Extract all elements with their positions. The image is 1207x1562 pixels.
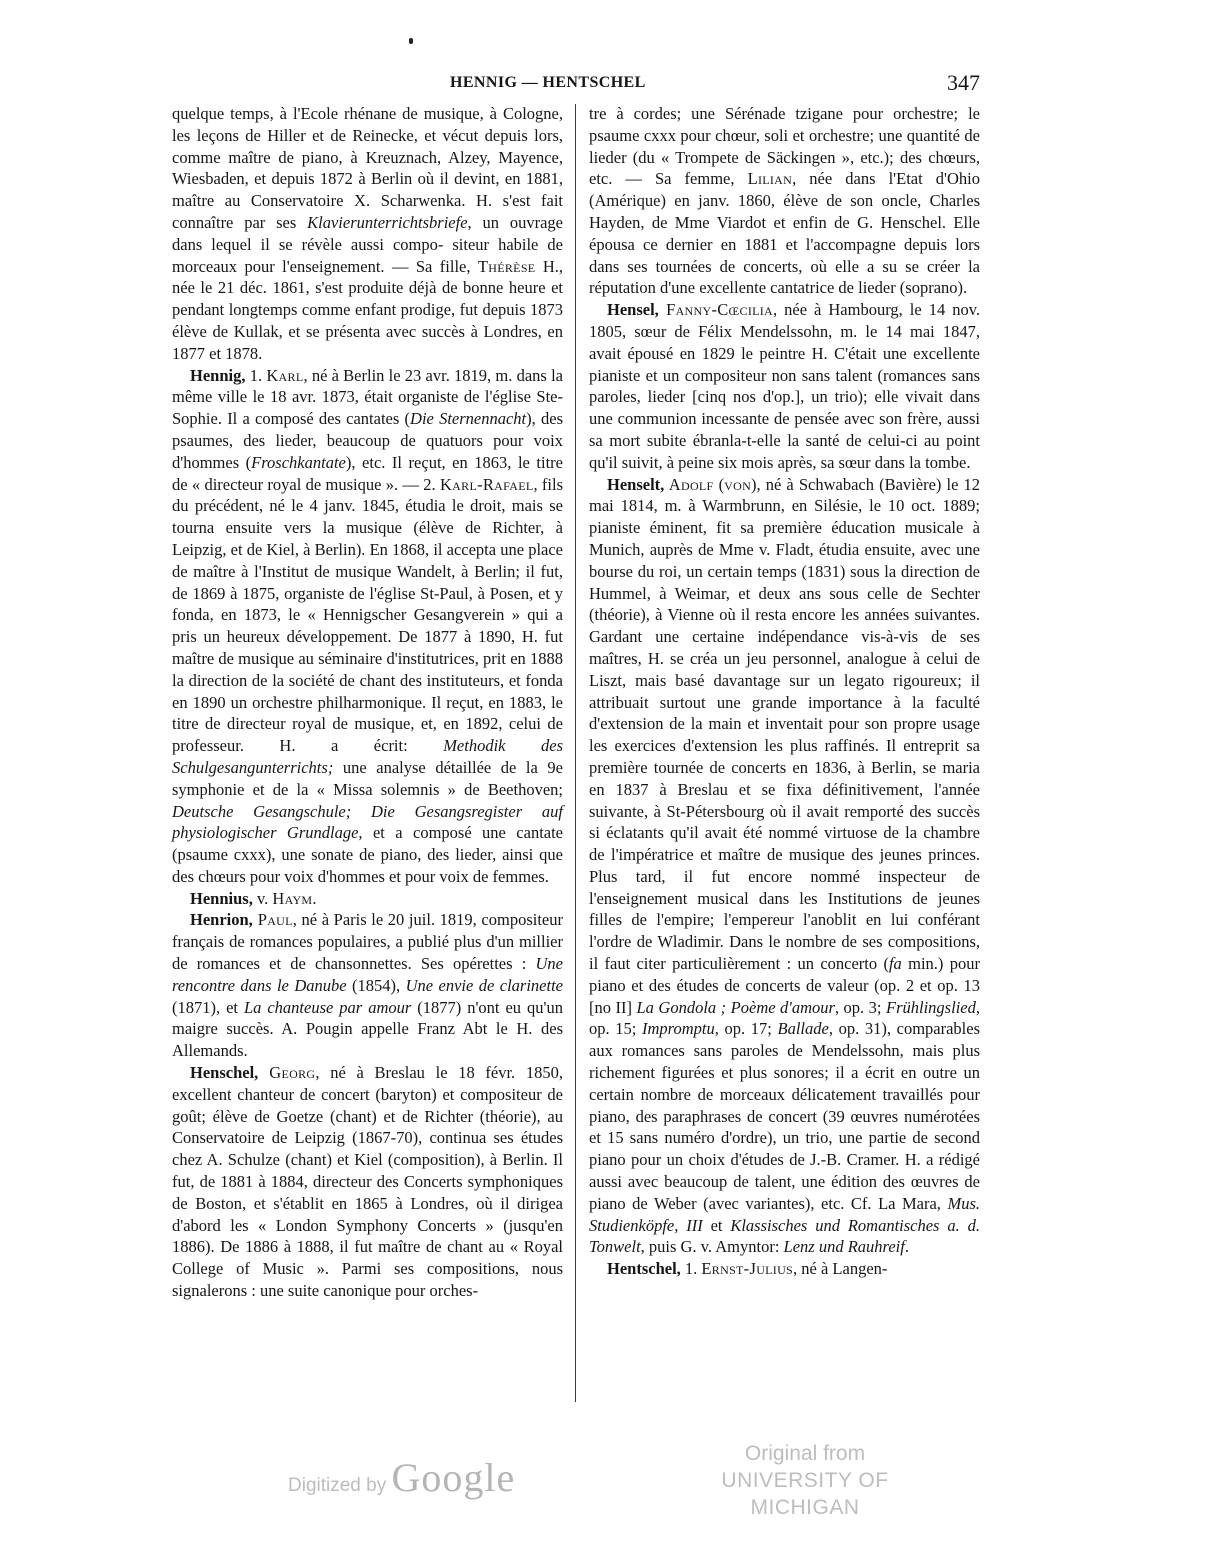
person-name: von (724, 474, 752, 494)
text-run: , née dans l'Etat d'Ohio (Amérique) en janv. 1860, élève de son oncle, Charles Hayden, de Mme Viardot et enfin de G. Henschel. Elle épousa ce dernier en 1881 et l'accompagne depuis lors dans ses tournées de concerts, où elle a su se créer la réputation d'une excellente cantatrice de lieder (soprano). (589, 169, 980, 298)
text-run: , née à Hambourg, le 14 nov. 1805, sœur de Félix Mendelssohn, m. le 14 mai 1847, avait épousé en 1829 le peintre H. C'était une excellente pianiste et un compositeur non sans talent (romances sans paroles, lieder [cinq nos d'op.], un trio); elle vivait dans une communion incessante de pensée avec son frère, aussi sa mort subite ébranla-t-elle la santé de celui-ci au point qu'il suivit, à peine six mois après, sa sœur dans la tombe. (589, 300, 981, 472)
italic-title: Deutsche Gesangschule; Die Gesangsregister auf physiologischer Grundlage, (172, 801, 563, 843)
person-name: Paul (252, 910, 293, 930)
person-name: Thérèse (477, 256, 536, 276)
text-run: , op. 15; (589, 997, 980, 1039)
original-from-label: Original from (744, 1442, 866, 1465)
person-name: Lilian (747, 169, 793, 189)
headword: Henschel, (190, 1063, 259, 1083)
headword: Hentschel, (607, 1259, 681, 1279)
italic-title: fa (888, 954, 902, 974)
italic-title: Mus. Studienköpfe, III (589, 1193, 980, 1235)
entry-henschel (172, 1062, 563, 1302)
text-run: et a composé une cantate (psaume cxxx), une sonate de piano, des lieder, ainsi que des chœurs pour voix d'hommes et pour voix de femmes. (172, 823, 564, 886)
digitized-by-google-watermark (288, 1454, 515, 1501)
italic-title: Une envie de clarinette (405, 975, 563, 995)
text-run: ), des psaumes, des lieder, beaucoup de quatuors pour voix d'hommes ( (172, 409, 564, 472)
left-column (172, 103, 563, 1302)
text-run: , op. 17; (714, 1019, 778, 1039)
text-run: . (904, 1237, 909, 1257)
headword: Hennius, (190, 888, 253, 908)
page-number: 347 (947, 70, 980, 95)
headword: Hensel, (607, 300, 659, 320)
headword: Henselt, (607, 474, 665, 494)
italic-title: Froschkantate (251, 452, 346, 472)
entry-hennius (172, 888, 563, 910)
text-run: ), né à Schwabach (Bavière) le 12 mai 1814, m. à Warmbrunn, en Silésie, le 10 oct. 1889; pianiste éminent, fit sa première éducation musicale à Munich, auprès de Mme v. Fladt, étudia ensuite, avec une bourse du roi, un certain temps (1831) sous la direction de Hummel, à Weimar, et deux ans sous celle de Sechter (théorie), à Vienne où il resta encore les années suivantes. Gardant une certaine indépendance vis-à-vis de ses maîtres, H. se créa un jeu personnel, analogue à celui de Liszt, mais basé davantage sur un legato rigoureux; il attribuait surtout une grande importance à la faculté d'extension de la main et inventait pour son propre usage les exercices d'extension les plus raffinés. Il entreprit sa première tournée de concerts en 1836, à Berlin, se maria en 1837 à Breslau et se fixa définitivement, l'année suivante, à St-Pétersbourg où il avait remporté des succès si éclatants qu'il avait été nommé virtuose de la chambre de l'impératrice et maître de musique des jeunes princes. Plus tard, il fut encore nommé inspecteur de l'enseignement musical dans les Institutions de jeunes filles de l'empire; l'empereur l'anoblit en lui conférant l'ordre de Wladimir. Dans le nombre de ses compositions, il faut citer particulièrement : un concerto ( (589, 474, 980, 974)
person-name: Adolf (664, 474, 714, 494)
text-run: et (702, 1215, 731, 1235)
italic-title: Ballade (777, 1019, 829, 1039)
person-name: Georg (258, 1063, 316, 1083)
italic-title: Lenz und Rauhreif (783, 1237, 905, 1257)
text-run: , op. 3; (834, 997, 887, 1017)
text-run: , puis G. v. Amyntor: (640, 1237, 784, 1257)
text-run: , op. 31), comparables aux romances sans paroles de Mendelssohn, mais plus richement figurées et plus sonores; il a écrit en outre un certain nombre de morceaux délicatement travaillés pour piano, des paraphrases de concert (39 œuvres numérotées et 15 sans numéro d'ordre), un trio, une partie de second piano pour un choix d'études de J.-B. Cramer. H. a rédigé aussi avec beaucoup de talent, une édition des œuvres de piano de Weber (avec variantes), etc. Cf. La Mara, (589, 1019, 980, 1213)
person-name: Haym (272, 888, 313, 908)
digitization-footer (280, 1438, 940, 1519)
entry-henrion (172, 909, 563, 1062)
running-title: HENNIG — HENTSCHEL (450, 74, 646, 91)
text-run: (1854), (346, 975, 406, 995)
text-run: , fils du précédent, né le 4 janv. 1845, étudia le droit, mais se tourna ensuite vers la musique (élève de Richter, à Leipzig, et de Kiel, à Berlin). En 1868, il accepta une place de maître à l'Institut de musique Wandelt, à Berlin; il fut, de 1869 à 1875, organiste de l'église St-Paul, à Posen, et y fonda, en 1873, le « Hennigscher Gesangverein » qui a pris un heureux développement. De 1877 à 1890, H. fut maître de musique au séminaire d'institutrices, prit en 1888 la direction de la société de chant des instituteurs, et fonda en 1890 un orchestre philharmonique. Il reçut, en 1883, le titre de directeur royal de musique, et, en 1892, celui de professeur. H. a écrit: (172, 474, 563, 756)
text-run: 1. (245, 365, 267, 385)
text-run: (1877) n'ont eu qu'un maigre succès. A. Pougin appelle Franz Abt le H. des Allemands. (172, 997, 563, 1061)
italic-title: Klavierunterrichtsbriefe (307, 212, 468, 232)
text-run: tre à cordes; une Sérénade tzigane pour orchestre; le psaume cxxx pour chœur, soli et orchestre; une quantité de lieder (du « Trompete de Säckingen », etc.); des chœurs, etc. — Sa femme, (589, 104, 980, 189)
person-name: Fanny-Cœcilia (658, 300, 774, 320)
italic-title: La chanteuse par amour (243, 997, 412, 1017)
text-run: ), etc. Il reçut, en 1863, le titre de « directeur royal de musique ». — 2. (172, 452, 563, 494)
text-run: , né à Berlin le 23 avr. 1819, m. dans la même ville le 18 avr. 1873, était organiste de l'église Ste-Sophie. Il a composé des cantates ( (172, 365, 563, 429)
italic-title: Impromptu (642, 1019, 715, 1039)
entry-hennig (172, 365, 563, 888)
university-name: UNIVERSITY OF MICHIGAN (721, 1469, 889, 1519)
text-run: v. (252, 888, 273, 908)
headword: Hennig, (190, 365, 246, 385)
person-name: Karl-Rafael (439, 474, 534, 494)
text-run: H., née le 21 déc. 1861, s'est produite déjà de bonne heure et pendant longtemps comme enfant prodige, fut depuis 1873 élève de Kullak, et se présenta avec succès à Londres, en 1877 et 1878. (172, 256, 564, 363)
text-run: , un ouvrage dans lequel il se révèle aussi compo- siteur habile de morceaux pour l'enseignement. — Sa fille, (172, 212, 563, 276)
person-name: Ernst-Julius (701, 1259, 794, 1279)
text-run: quelque temps, à l'Ecole rhénane de musique, à Cologne, les leçons de Hiller et de Reinecke, et vécut depuis lors, comme maître de piano, à Kreuznach, Alzey, Mayence, Wiesbaden, et depuis 1872 à Berlin où il devint, en 1881, maître au Conservatoire X. Scharwenka. H. s'est fait connaître par ses (172, 104, 563, 232)
text-run: , né à Langen- (793, 1259, 888, 1279)
original-from-watermark (675, 1440, 935, 1521)
italic-title: Frühlingslied (886, 997, 976, 1017)
text-run: min.) pour piano et des études de concerts de valeur (op. 2 et op. 13 [no II] (589, 954, 980, 1017)
text-run: 1. (680, 1259, 702, 1279)
italic-title: Methodik des Schulgesangunterrichts; (172, 736, 563, 777)
entry-henselt (589, 474, 980, 1259)
continued-paragraph (589, 103, 980, 299)
text-run: , né à Breslau le 18 févr. 1850, excellent chanteur de concert (baryton) et compositeur de goût; élève de Goetze (chant) et de Richter (théorie), au Conservatoire de Leipzig (1867-70), continua ses études chez A. Schulze (chant) et Kiel (composition), à Berlin. Il fut, de 1881 à 1884, directeur des Concerts symphoniques de Boston, et s'établit en 1865 à Londres, où il dirigea d'abord les « London Symphony Concerts » (jusqu'en 1886). De 1886 à 1888, il fut maître de chant au « Royal College of Music ». Parmi ses compositions, nous signalerons : une suite canonique pour orches- (172, 1063, 564, 1301)
text-run: , né à Paris le 20 juil. 1819, compositeur français de romances populaires, a publié plus d'un millier de romances et de chansonnettes. Ses opérettes : (172, 910, 563, 974)
column-divider (575, 104, 576, 1402)
entry-hensel (589, 299, 980, 473)
text-run: une analyse détaillée de la 9e symphonie et de la « Missa solemnis » de Beethoven; (172, 757, 563, 799)
digitized-label: Digitized by (288, 1475, 392, 1496)
ink-speck (409, 38, 413, 44)
entry-hentschel (589, 1258, 980, 1280)
continued-paragraph (172, 103, 563, 365)
person-name: Karl (266, 365, 304, 385)
italic-title: Die Sternennacht (410, 409, 527, 429)
italic-title: Klassisches und Romantisches a. d. Tonwelt (589, 1215, 980, 1257)
text-run: . (312, 888, 317, 908)
italic-title: La Gondola ; Poème d'amour (636, 997, 835, 1017)
headword: Henrion, (190, 910, 253, 930)
italic-title: Une rencontre dans le Danube (172, 954, 563, 995)
google-logo-text: Google (391, 1455, 516, 1500)
text-run: (1871), et (172, 997, 244, 1017)
running-head (170, 70, 980, 100)
right-column (589, 103, 980, 1280)
text-run: ( (713, 474, 725, 494)
